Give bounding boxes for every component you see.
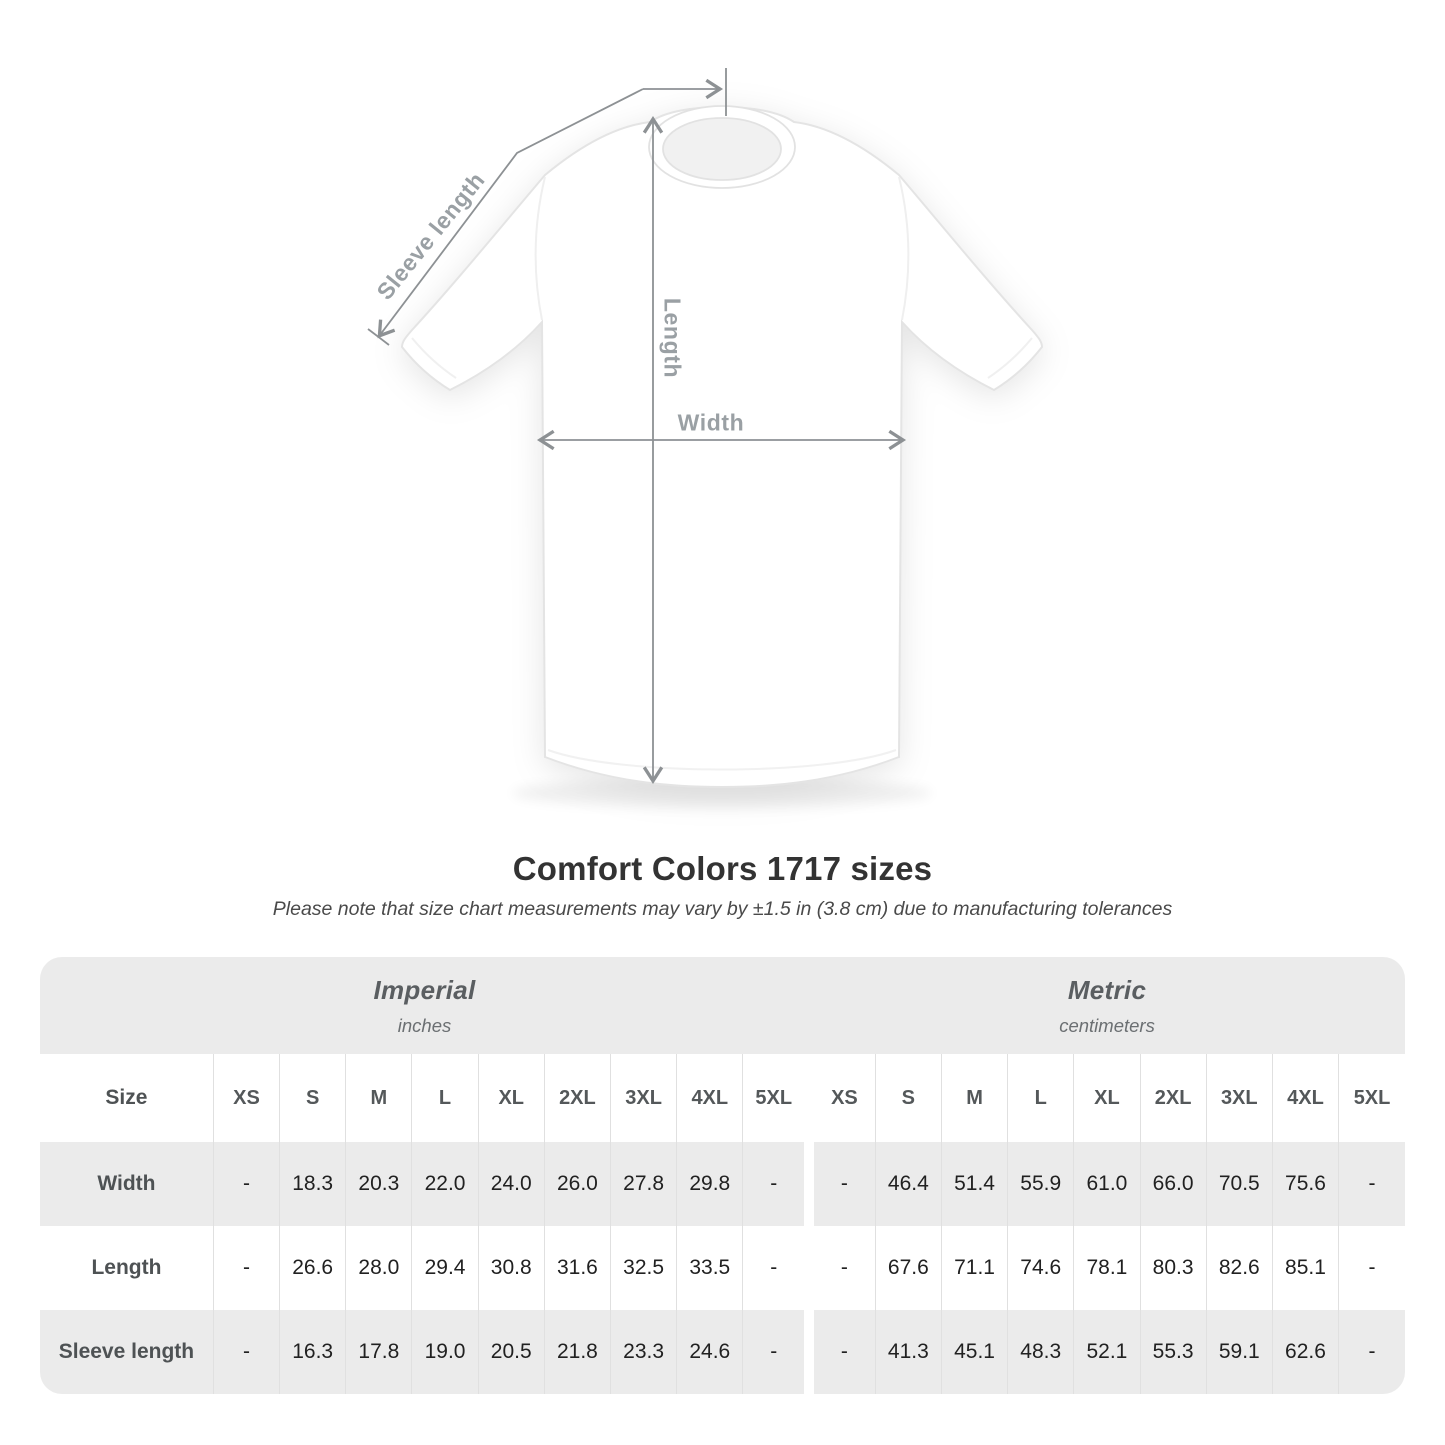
value-metric-width-3xl: 70.5	[1206, 1142, 1272, 1226]
value-imperial-width-2xl: 26.0	[544, 1142, 610, 1226]
sleeve-length-label: Sleeve length	[371, 166, 490, 305]
length-label: Length	[659, 297, 686, 379]
size-col-header-metric-4xl: 4XL	[1272, 1054, 1338, 1142]
value-imperial-width-m: 20.3	[346, 1142, 412, 1226]
value-metric-sleeve-length-l: 48.3	[1008, 1310, 1074, 1394]
value-metric-width-xs: -	[809, 1142, 875, 1226]
value-metric-sleeve-length-xl: 52.1	[1074, 1310, 1140, 1394]
tolerance-note: Please note that size chart measurements may vary by ±1.5 in (3.8 cm) due to manufacturing tolerances	[272, 898, 1173, 920]
value-metric-length-3xl: 82.6	[1206, 1226, 1272, 1310]
imperial-unit: inches	[397, 1014, 452, 1036]
value-imperial-width-4xl: 29.8	[677, 1142, 743, 1226]
value-metric-length-xs: -	[809, 1226, 875, 1310]
imperial-title: Imperial	[373, 974, 476, 1005]
value-imperial-length-l: 29.4	[412, 1226, 478, 1310]
size-corner-label: Size	[40, 1054, 213, 1142]
size-col-header-metric-m: M	[941, 1054, 1007, 1142]
row-label-length: Length	[40, 1226, 213, 1310]
sleeve-arrow-end-tick	[368, 329, 389, 345]
value-metric-length-m: 71.1	[941, 1226, 1007, 1310]
value-metric-width-4xl: 75.6	[1272, 1142, 1338, 1226]
value-metric-sleeve-length-m: 45.1	[941, 1310, 1007, 1394]
value-metric-length-5xl: -	[1339, 1226, 1405, 1310]
value-metric-width-2xl: 66.0	[1140, 1142, 1206, 1226]
value-imperial-length-xs: -	[213, 1226, 279, 1310]
size-col-header-metric-l: L	[1008, 1054, 1074, 1142]
value-imperial-sleeve-length-xl: 20.5	[478, 1310, 544, 1394]
metric-band	[809, 957, 1405, 1054]
size-col-header-imperial-3xl: 3XL	[611, 1054, 677, 1142]
value-metric-width-m: 51.4	[941, 1142, 1007, 1226]
size-col-header-imperial-l: L	[412, 1054, 478, 1142]
value-metric-length-s: 67.6	[875, 1226, 941, 1310]
value-imperial-width-5xl: -	[743, 1142, 809, 1226]
metric-title: Metric	[1067, 974, 1147, 1005]
value-metric-sleeve-length-xs: -	[809, 1310, 875, 1394]
size-col-header-imperial-xl: XL	[478, 1054, 544, 1142]
size-col-header-imperial-m: M	[346, 1054, 412, 1142]
value-imperial-sleeve-length-3xl: 23.3	[611, 1310, 677, 1394]
value-metric-sleeve-length-s: 41.3	[875, 1310, 941, 1394]
page-title: Comfort Colors 1717 sizes	[512, 850, 933, 887]
value-imperial-length-2xl: 31.6	[544, 1226, 610, 1310]
value-imperial-width-xl: 24.0	[478, 1142, 544, 1226]
value-imperial-sleeve-length-2xl: 21.8	[544, 1310, 610, 1394]
metric-unit: centimeters	[1059, 1014, 1155, 1036]
tshirt-shape	[402, 106, 1042, 787]
value-metric-width-xl: 61.0	[1074, 1142, 1140, 1226]
size-chart-table	[40, 957, 1405, 1394]
value-imperial-length-3xl: 32.5	[611, 1226, 677, 1310]
size-col-header-metric-xs: XS	[809, 1054, 875, 1142]
size-col-header-metric-3xl: 3XL	[1206, 1054, 1272, 1142]
heading-section	[0, 850, 1445, 921]
size-col-header-metric-2xl: 2XL	[1140, 1054, 1206, 1142]
value-imperial-length-xl: 30.8	[478, 1226, 544, 1310]
value-imperial-sleeve-length-m: 17.8	[346, 1310, 412, 1394]
size-col-header-imperial-s: S	[280, 1054, 346, 1142]
value-metric-sleeve-length-5xl: -	[1339, 1310, 1405, 1394]
value-metric-length-l: 74.6	[1008, 1226, 1074, 1310]
value-imperial-sleeve-length-4xl: 24.6	[677, 1310, 743, 1394]
value-imperial-width-xs: -	[213, 1142, 279, 1226]
value-imperial-width-3xl: 27.8	[611, 1142, 677, 1226]
row-label-sleeve-length: Sleeve length	[40, 1310, 213, 1394]
value-metric-width-s: 46.4	[875, 1142, 941, 1226]
value-imperial-length-4xl: 33.5	[677, 1226, 743, 1310]
width-label: Width	[677, 409, 745, 436]
value-metric-length-xl: 78.1	[1074, 1226, 1140, 1310]
size-row-width	[40, 1142, 1405, 1226]
value-metric-length-2xl: 80.3	[1140, 1226, 1206, 1310]
value-metric-sleeve-length-3xl: 59.1	[1206, 1310, 1272, 1394]
value-imperial-length-s: 26.6	[280, 1226, 346, 1310]
value-metric-sleeve-length-2xl: 55.3	[1140, 1310, 1206, 1394]
size-col-header-imperial-xs: XS	[213, 1054, 279, 1142]
value-imperial-sleeve-length-xs: -	[213, 1310, 279, 1394]
size-col-header-metric-xl: XL	[1074, 1054, 1140, 1142]
value-metric-width-5xl: -	[1339, 1142, 1405, 1226]
value-imperial-length-5xl: -	[743, 1226, 809, 1310]
value-imperial-width-s: 18.3	[280, 1142, 346, 1226]
size-col-header-metric-s: S	[875, 1054, 941, 1142]
value-imperial-length-m: 28.0	[346, 1226, 412, 1310]
value-metric-width-l: 55.9	[1008, 1142, 1074, 1226]
value-imperial-width-l: 22.0	[412, 1142, 478, 1226]
unit-band-row	[40, 957, 1405, 1054]
size-row-length	[40, 1226, 1405, 1310]
size-col-header-imperial-2xl: 2XL	[544, 1054, 610, 1142]
row-label-width: Width	[40, 1142, 213, 1226]
size-row-sleeve-length	[40, 1310, 1405, 1394]
size-col-header-imperial-4xl: 4XL	[677, 1054, 743, 1142]
value-imperial-sleeve-length-5xl: -	[743, 1310, 809, 1394]
size-chart-container	[40, 957, 1405, 1394]
size-col-header-imperial-5xl: 5XL	[743, 1054, 809, 1142]
value-imperial-sleeve-length-l: 19.0	[412, 1310, 478, 1394]
size-header-row	[40, 1054, 1405, 1142]
imperial-band	[40, 957, 809, 1054]
value-metric-length-4xl: 85.1	[1272, 1226, 1338, 1310]
size-chart-body	[40, 957, 1405, 1394]
size-col-header-metric-5xl: 5XL	[1339, 1054, 1405, 1142]
value-imperial-sleeve-length-s: 16.3	[280, 1310, 346, 1394]
value-metric-sleeve-length-4xl: 62.6	[1272, 1310, 1338, 1394]
